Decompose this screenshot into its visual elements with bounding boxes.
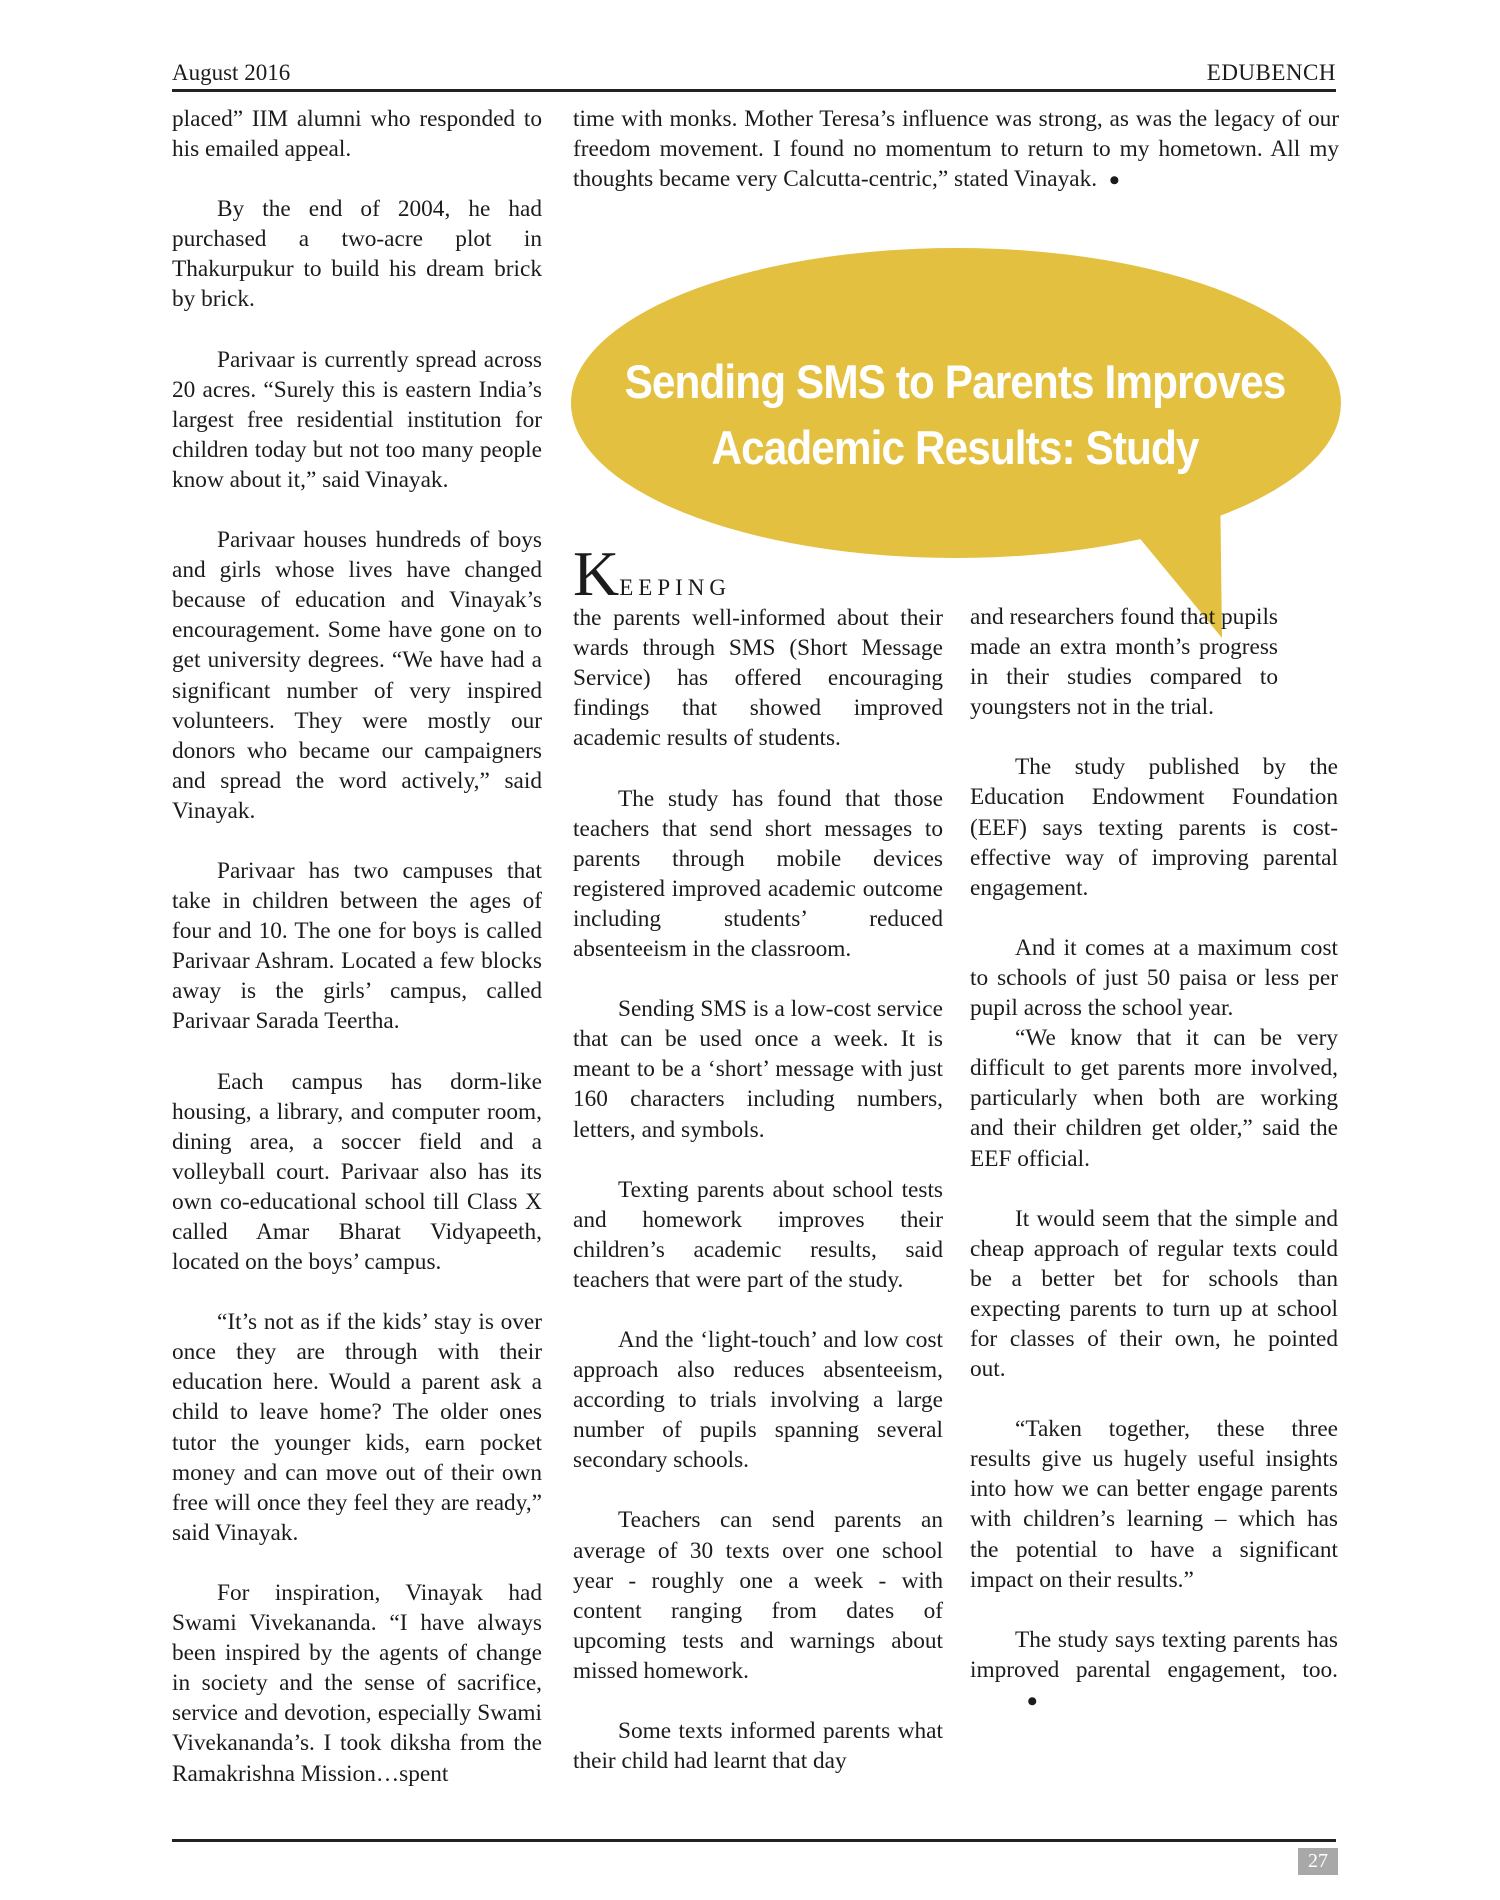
- header-rule: [172, 89, 1336, 92]
- paragraph: and researchers found that pupils made an extra month’s progress in their studies compared to youngsters not in the trial.: [970, 604, 1278, 721]
- paragraph: Sending SMS is a low-cost service that can be used once a week. It is meant to be a ‘short’ message with just 160 characters including numbers, letters, and symbols.: [573, 996, 943, 1143]
- paragraph: Some texts informed parents what their child had learnt that day: [573, 1718, 943, 1775]
- paragraph: It would seem that the simple and cheap approach of regular texts could be a better bet for schools than expecting parents to turn up at school for classes of their own, he pointed out.: [970, 1205, 1338, 1383]
- magazine-name: EDUBENCH: [1206, 60, 1336, 85]
- paragraph: “It’s not as if the kids’ stay is over once they are through with their education here. Would a parent ask a child to leave home? The older ones tutor the younger kids, earn pocket money and can move out of their own free will once they feel they are ready,” said Vinayak.: [172, 1309, 542, 1546]
- lead-paragraph: [573, 538, 943, 754]
- paragraph: And it comes at a maximum cost to schools of just 50 paisa or less per pupil across the school year.: [970, 934, 1338, 1022]
- article-headline-line-1: Sending SMS to Parents Improves: [624, 355, 1286, 408]
- end-mark: •: [1109, 164, 1120, 198]
- paragraph-text: time with monks. Mother Teresa’s influence was strong, as was the legacy of our freedom movement. I found no momentum to return to my hometown. All my thoughts became very Calcutta-centric,” stated Vinayak.: [573, 106, 1339, 193]
- lead-opening: [573, 538, 943, 609]
- lead-text: the parents well-informed about their wards through SMS (Short Message Service) has offered encouraging findings that showed improved academic results of students.: [573, 605, 943, 752]
- paragraph: Each campus has dorm-like housing, a library, and computer room, dining area, a soccer field and a volleyball court. Parivaar also has its own co-educational school till Class X called Amar Bharat Vidyapeeth, located on the boys’ campus.: [172, 1068, 542, 1276]
- paragraph: Parivaar has two campuses that take in children between the ages of four and 10. The one for boys is called Parivaar Ashram. Located a few blocks away is the girls’ campus, called Parivaar Sarada Teertha.: [172, 857, 542, 1035]
- prev-article-ending: [573, 104, 1339, 198]
- paragraph: Parivaar is currently spread across 20 acres. “Surely this is eastern India’s largest free residential institution for children today but not too many people know about it,” said Vinayak.: [172, 346, 542, 493]
- paragraph: By the end of 2004, he had purchased a two-acre plot in Thakurpukur to build his dream brick by brick.: [172, 196, 542, 313]
- paragraph: “Taken together, these three results give us hugely useful insights into how we can better engage parents with children’s learning – which has the potential to have a significant impact on their results.”: [970, 1416, 1338, 1593]
- paragraph: [970, 1625, 1338, 1718]
- article-headline-line-2: Academic Results: Study: [711, 421, 1199, 474]
- paragraph: [573, 104, 1339, 198]
- issue-date: August 2016: [172, 60, 291, 85]
- end-mark: •: [1027, 1684, 1038, 1718]
- paragraph: For inspiration, Vinayak had Swami Vivekananda. “I have always been inspired by the agents of change in society and the sense of sacrifice, service and devotion, especially Swami Vivekananda’s. I took diksha from the Ramakrishna Mission…spent: [172, 1579, 542, 1787]
- paragraph: Texting parents about school tests and homework improves their children’s academic results, said teachers that were part of the study.: [573, 1176, 943, 1293]
- footer-rule: [172, 1839, 1336, 1842]
- paragraph-text: The study says texting parents has improved parental engagement, too.: [970, 1626, 1338, 1683]
- article-column-2: [573, 538, 943, 1806]
- paragraph: Teachers can send parents an average of 30 texts over one school year - roughly one a week - with content ranging from dates of upcoming tests and warnings about missed homework.: [573, 1507, 943, 1684]
- paragraph: And the ‘light-touch’ and low cost approach also reduces absenteeism, according to trials involving a large number of pupils spanning several secondary schools.: [573, 1326, 943, 1474]
- article-column-3: [970, 602, 1338, 1745]
- lead-smallcaps: EEPING: [619, 575, 731, 600]
- paragraph: The study published by the Education Endowment Foundation (EEF) says texting parents is cost-effective way of improving parental engagement.: [970, 754, 1338, 901]
- paragraph: Parivaar houses hundreds of boys and girls whose lives have changed because of education and Vinayak’s encouragement. Some have gone on to get university degrees. “We have had a significant number of very inspired volunteers. They were mostly our donors who became our campaigners and spread the word actively,” said Vinayak.: [172, 527, 542, 824]
- paragraph: The study has found that those teachers that send short messages to parents through mobile devices registered improved academic outcome including students’ reduced absenteeism in the classroom.: [573, 785, 943, 963]
- prev-article-column-1: [172, 104, 542, 1819]
- paragraph: “We know that it can be very difficult to get parents more involved, particularly when both are working and their children get older,” said the EEF official.: [970, 1025, 1338, 1172]
- drop-cap: K: [573, 538, 620, 609]
- paragraph: placed” IIM alumni who responded to his emailed appeal.: [172, 106, 542, 163]
- page-number: 27: [1298, 1848, 1338, 1875]
